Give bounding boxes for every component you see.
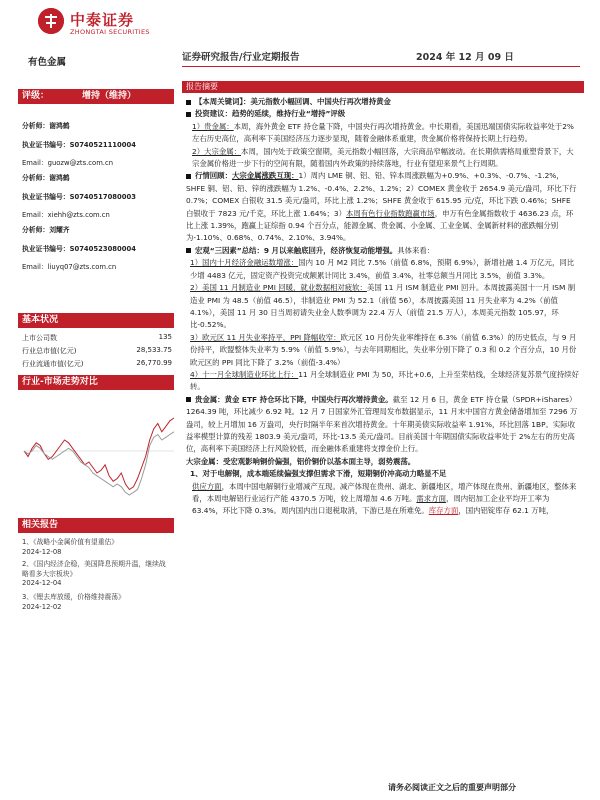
- analyst-1-cert-row: 执业证书编号：S0740521110004: [22, 141, 136, 149]
- trend-bar: 行业-市场走势对比: [18, 375, 174, 390]
- rating-bar: [18, 89, 174, 104]
- macro-1: 1）国内十月经济金融运数增涨：国内 10 月 M2 同比 7.5%（前值 6.8%，预期 6.9%），新增社融 1.4 万亿元，同比少增 4483 亿元，固定资产投资完成额累计同比 3.4%，前值 3.4%，社零总额当月同比 3.5%，前值 3.3%。: [190, 258, 575, 280]
- macro-4: 4）十一月全球制造业环比上行：11 月全球制造业 PMI 为 50，环比+0.6，上升至荣枯线，全球经济复苏景气度持续好转。: [190, 369, 580, 392]
- logo-en-text: ZHONGTAI SECURITIES: [70, 28, 150, 36]
- trend-chart: [20, 392, 176, 512]
- logo-cn-text: 中泰证券: [70, 11, 135, 29]
- bullet-square-icon: [186, 397, 191, 402]
- industry-name: 有色金属: [28, 57, 67, 68]
- macro-2: 2）美国 11 月制造业 PMI 回暖，就业数据相对疲软：美国 11 月 ISM 制造业 PMI 回升。本周披露美国十一月 ISM 制造业 PMI 为 48.5（前值 46.5），非制造业 PMI 为 52.1（前值 56），本周披露美国 11 月失业率为 4.2%（前值 4.1%），美国 11 月 30 日当周初请失业金人数季调为 22.4 万人（前值 21.5 万人），本周美元指数 105.97，环比-0.52%。: [190, 283, 576, 330]
- bulk-metal-heading: 大宗金属：受宏观影响铜价偏强，铝价铜价以基本面主导，弱势震荡。: [186, 456, 416, 466]
- views-line: 投资建议：趋势的延续，维持行业“增持”评级: [186, 108, 580, 120]
- analyst-2-cert-row: 执业证书编号：S0740517080003: [22, 193, 136, 201]
- keyword-line: 【本周关键词】：美元指数小幅回调、中国央行再次增持黄金: [186, 96, 580, 108]
- series-line-2: [24, 432, 174, 495]
- basic-info-bar: 基本状况: [18, 313, 174, 328]
- analyst-3-name-row: 分析师：刘耀齐: [22, 226, 70, 234]
- bullet-square-icon: [186, 248, 191, 253]
- copper-paragraph: 供应方面，本周中国电解铜行业增减产互现。减产体现在贵州、湖北、新疆地区，增产体现在贵州、新疆地区，整体来看，本周电解铝行业运行产能 4370.5 万吨，较上周增加 4.6 万吨。需求方面，周内铝加工企业平均开工率为 63.4%，环比下降 0.3%。周内国内出口退税取消，下游已是在所难免。库存方面，国内铝锭库存 62.1 万吨，: [192, 481, 577, 516]
- header-divider: [182, 66, 580, 67]
- copper-heading: 1、对于电解铜，成本端延续偏强支撑但需求下滑，短期铜价冲高动力略显不足: [190, 469, 447, 479]
- gold-paragraph: 1）贵金属：本周，海外黄金 ETF 持仓量下降，中国央行再次增持黄金。中长期看，美国迅端国债实际收益率处于2%左右历史高位，高利率下美国经济压力逐步显现，随着金融体系重建，贵金属价格将保持长期上行趋势。: [192, 121, 574, 144]
- related-report-1[interactable]: 1、《战略小金属价值有望重估》 2024-12-08: [22, 538, 119, 556]
- analyst-1-name-row: 分析师：谢鸿鹤: [22, 122, 70, 130]
- market-paragraph: 行情回顾：大宗金属涨跌互现：1）周内 LME 铜、铝、铅、锌本周涨跌幅为+0.9%、+0.3%、-0.7%、-1.2%，SHFE 铜、铝、铅、锌的涨跌幅为 1.2%、-0.4%、2.2%、1.2%；2）COMEX 黄金收于 2654.9 美元/盎司，环比下行 0.7%；COMEX 白银收 31.5 美元/盎司，环比上涨 1.2%；SHFE 黄金收于 615.95 元/克，环比下跌 0.46%；SHFE 白银收于 7823 元/千克，环比上涨 1.64%；3）本周有色行业指数跑赢市场，申万有色金属指数收于 4636.23 点，环比上涨 1.39%，跑赢上证综指 0.94 个百分点，能源金属、贵金属、小金属、工业金属、金属新材料的涨跌幅分别为-1.10%、0.68%、0.74%、2.10%、3.94%。: [186, 171, 577, 243]
- series-line-1: [24, 418, 174, 490]
- related-report-3[interactable]: 3、《锂去库放缓，价格维持震荡》 2024-12-02: [22, 593, 125, 611]
- logo-mark-icon: [38, 8, 64, 34]
- related-report-2[interactable]: 2、《国内经济企稳，美国降息预期升温，继续战略看多大宗板块》 2024-12-04: [22, 560, 166, 587]
- summary-body: [186, 96, 580, 518]
- analyst-3-cert-row: 执业证书编号：S0740523080004: [22, 245, 136, 253]
- summary-bar: 报告摘要: [182, 81, 584, 93]
- footer-disclaimer: 请务必阅读正文之后的重要声明部分: [388, 783, 516, 792]
- analyst-2-email[interactable]: Email：xiehh@zts.com.cn: [22, 211, 110, 219]
- report-date: 2024 年 12 月 09 日: [416, 52, 514, 63]
- rating-label: 评级：: [22, 91, 50, 101]
- analyst-2-name-row: 分析师：谢鸿鹤: [22, 174, 70, 182]
- macro-3: 3）欧元区 11 月失业率持平，PPI 降幅收窄：欧元区 10 月份失业率维持在 6.3%（前值 6.3%）的历史低点，与 9 月份持平，欧盟整体失业率为 5.9%（前值 5.9%），与去年同期相比，失业率分别下降了 0.3 和 0.2 个百分点，10 月份欧元区的 PPI 同比下降了 3.2%（前值-3.4%）: [190, 332, 577, 367]
- bulk-paragraph: 2）大宗金属：本周，国内处于政策空窗期，美元指数小幅回落，大宗商品窄幅波动。在长期供需格局重塑背景下，大宗金属价格进一步下行的空间有限，随着国内外政策的持续落地，行业有望迎来景气上行周期。: [192, 146, 574, 169]
- rating-value: 增持（维持）: [82, 91, 137, 101]
- analyst-1-email[interactable]: Email：guozw@zts.com.cn: [22, 159, 114, 167]
- bullet-square-icon: [186, 174, 191, 179]
- macro-heading: 宏观“三因素”总结：9 月以来触底回升，经济恢复动能增强。具体来看：: [186, 245, 580, 257]
- analyst-3-email[interactable]: Email：liuyq07@zts.com.cn: [22, 263, 117, 271]
- precious-metal-paragraph: 贵金属：黄金 ETF 持仓环比下降，中国央行再次增持黄金。截至 12 月 6 日，黄金 ETF 持仓量（SPDR+iShares）1264.39 吨，环比减少 6.92 吨。12 月 7 日国家外汇管理局发布数据显示，11 月末中国官方黄金储备增加至 7296 万盎司，较上月增加 16 万盎司，央行时隔半年来首次增持黄金。十年期美债实际收益率 1.91%，环比回落 1BP。实际收益率模型计算的残差 1803.9 美元/盎司，环比-13.5 美元/盎司。目前美国十年期国债实际收益率处于 2%左右的历史高位，高利率下美国经济上行风险较低，而金融体系重建将支撑金价上行。: [186, 394, 578, 454]
- report-type: 证券研究报告/行业定期报告: [182, 52, 300, 63]
- related-reports-bar: 相关报告: [18, 518, 174, 533]
- company-logo: [38, 8, 178, 44]
- bullet-square-icon: [186, 100, 191, 105]
- bullet-square-icon: [186, 112, 191, 117]
